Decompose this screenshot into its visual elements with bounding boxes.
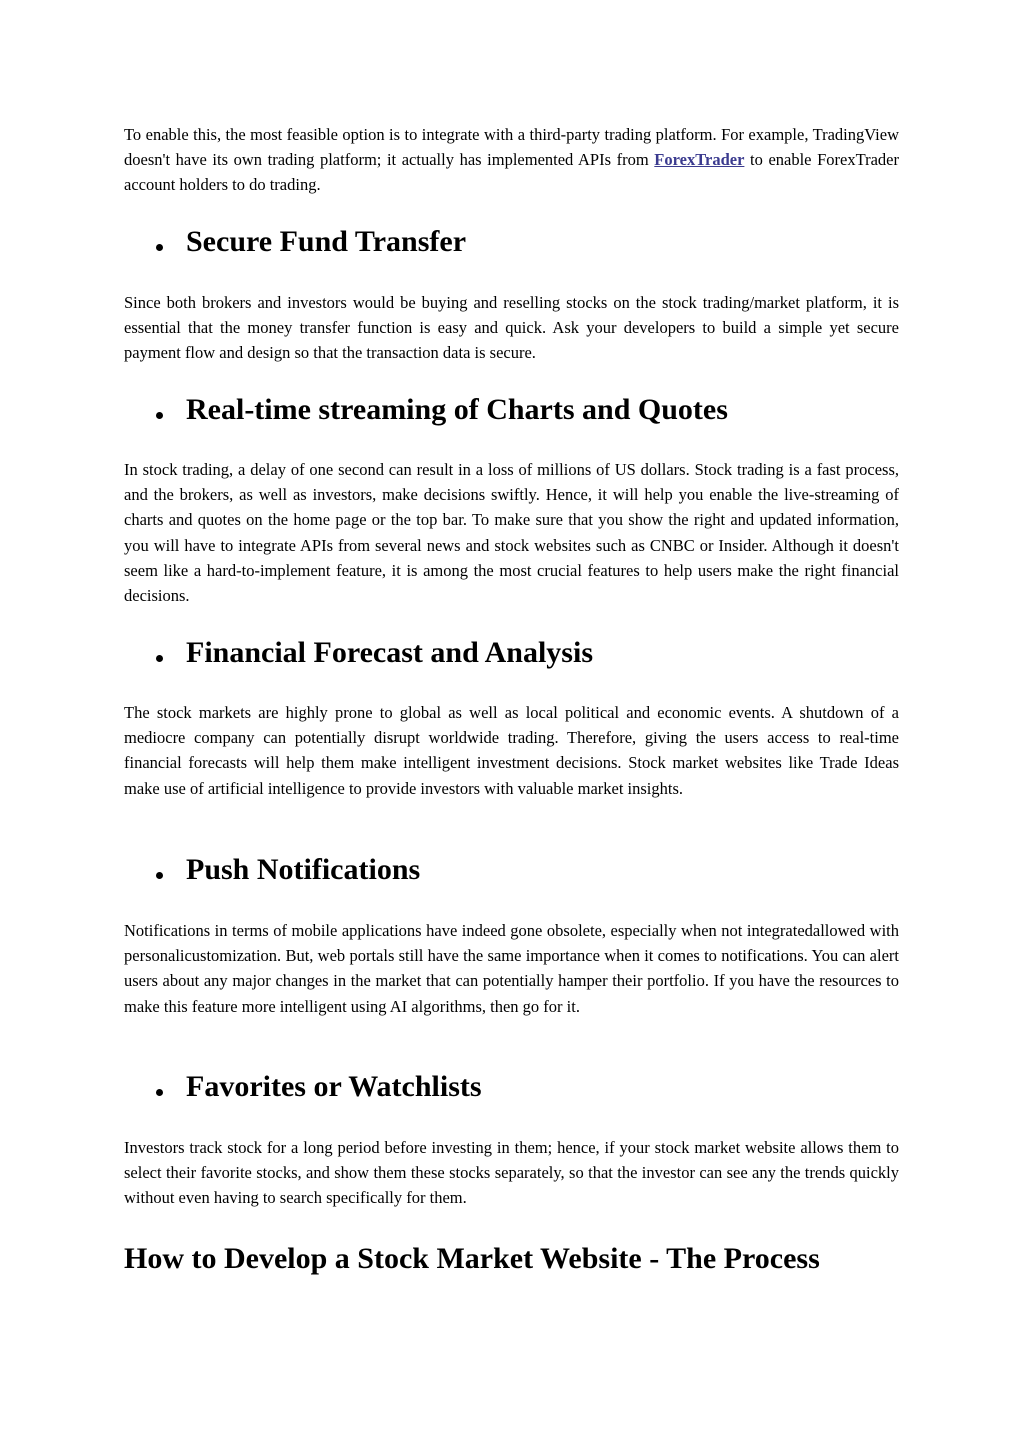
bullet-icon (124, 1069, 186, 1105)
section-heading-text: Favorites or Watchlists (186, 1070, 482, 1103)
section-body-push-notifications: Notifications in terms of mobile applications have indeed gone obsolete, especially when not integratedallowed with personalicustomization. But, web portals still have the same importance when it comes to notifications. You can alert users about any major changes in the market that can potentially hamper their portfolio. If you have the resources to make this feature more intelligent using AI algorithms, then go for it. (124, 921, 899, 1016)
intro-text-after: to enable ForexTrader account holders to do trading. (124, 150, 899, 195)
section-body-favorites-watchlists: Investors track stock for a long period before investing in them; hence, if your stock market website allows them to select their favorite stocks, and show them these stocks separately, so that the investor can see any the trends quickly without even having to search specifically for them. (124, 1138, 899, 1208)
section-body-financial-forecast: The stock markets are highly prone to global as well as local political and economic events. A shutdown of a mediocre company can potentially disrupt worldwide trading. Therefore, giving the users access to real-time financial forecasts will help them make intelligent investment decisions. Stock market websites like Trade Ideas make use of artificial intelligence to provide investors with valuable market insights. (124, 703, 899, 798)
bullet-icon (124, 224, 186, 260)
bullet-icon (124, 852, 186, 888)
section-heading-favorites-watchlists (124, 1069, 899, 1105)
intro-paragraph (124, 122, 899, 198)
section-heading-real-time-streaming (124, 392, 899, 428)
forextrader-link[interactable]: ForexTrader (654, 150, 745, 170)
section-heading-text: Financial Forecast and Analysis (186, 636, 593, 669)
section-heading-push-notifications (124, 852, 899, 888)
process-heading: How to Develop a Stock Market Website - The Process (124, 1242, 820, 1275)
bullet-icon (124, 392, 186, 428)
section-heading-text: Real-time streaming of Charts and Quotes (186, 393, 728, 426)
section-body-secure-fund-transfer: Since both brokers and investors would be buying and reselling stocks on the stock trading/market platform, it is essential that the money transfer function is easy and quick. Ask your developers to build a simple yet secure payment flow and design so that the transaction data is secure. (124, 293, 899, 363)
section-body-real-time-streaming: In stock trading, a delay of one second can result in a loss of millions of US dollars. Stock trading is a fast process, and the brokers, as well as investors, make decisions swiftly. Hence, it will help you enable the live-streaming of charts and quotes on the home page or the top bar. To make sure that you show the right and updated information, you will have to integrate APIs from several news and stock websites such as CNBC or Insider. Although it doesn't seem like a hard-to-implement feature, it is among the most crucial features to help users make the right financial decisions. (124, 460, 899, 606)
section-heading-secure-fund-transfer (124, 224, 899, 260)
bullet-icon (124, 635, 186, 671)
intro-text-before: To enable this, the most feasible option is to integrate with a third-party trading platform. For example, TradingView doesn't have its own trading platform; it actually has implemented APIs from (124, 125, 899, 170)
section-heading-text: Push Notifications (186, 853, 421, 886)
section-heading-financial-forecast (124, 635, 899, 671)
section-heading-text: Secure Fund Transfer (186, 225, 467, 258)
